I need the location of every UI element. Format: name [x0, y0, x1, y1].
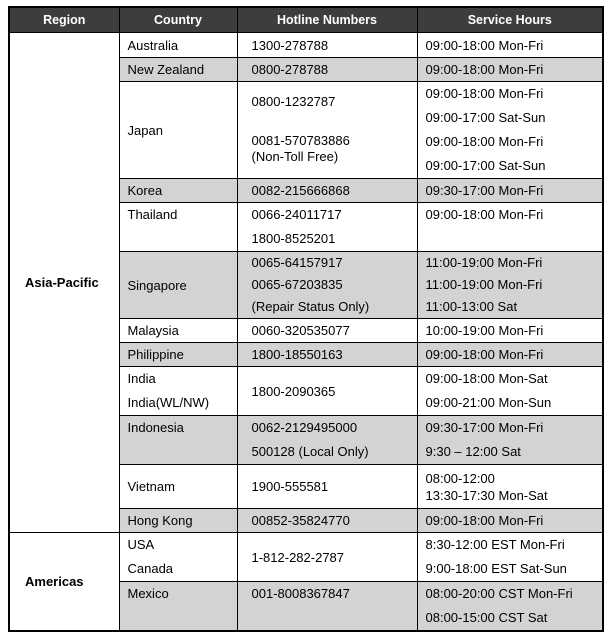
- country-cell: [119, 203, 237, 252]
- cell-line: India(WL/NW): [127, 395, 210, 410]
- country-cell: [119, 416, 237, 465]
- hotline-cell: 0082-215666868: [237, 179, 417, 203]
- cell-line: 09:30-17:00 Mon-Fri: [425, 420, 544, 435]
- country-cell: New Zealand: [119, 58, 237, 82]
- country-cell: Malaysia: [119, 319, 237, 343]
- cell-line: India: [127, 371, 156, 386]
- hotline-cell: 1-812-282-2787: [237, 533, 417, 582]
- cell-line: 11:00-19:00 Mon-Fri: [425, 277, 543, 292]
- cell-line: Mexico: [127, 586, 169, 601]
- cell-line: 08:00-20:00 CST Mon-Fri: [425, 586, 573, 601]
- hours-cell: [417, 533, 603, 582]
- country-cell: Korea: [119, 179, 237, 203]
- hours-cell: 09:00-18:00 Mon-Fri: [417, 33, 603, 58]
- cell-line: Canada: [127, 561, 174, 576]
- cell-line: 09:00-18:00 Mon-Sat: [425, 371, 548, 386]
- cell-line: 0065-67203835: [251, 277, 343, 292]
- hours-cell: [417, 252, 603, 319]
- country-cell: Philippine: [119, 343, 237, 367]
- cell-line: 08:00-12:00: [425, 470, 495, 486]
- country-cell: Hong Kong: [119, 509, 237, 533]
- cell-line: 1800-8525201: [251, 231, 336, 246]
- hotline-cell: [237, 582, 417, 632]
- header-country: Country: [119, 7, 237, 33]
- country-cell: Vietnam: [119, 465, 237, 509]
- country-cell: Japan: [119, 82, 237, 179]
- header-service-hours: Service Hours: [417, 7, 603, 33]
- hotline-cell: 1300-278788: [237, 33, 417, 58]
- table-header-row: [9, 7, 603, 33]
- cell-line: 11:00-19:00 Mon-Fri: [425, 255, 543, 270]
- header-hotline-numbers: Hotline Numbers: [237, 7, 417, 33]
- region-cell-asia-pacific: Asia-Pacific: [9, 33, 119, 533]
- cell-line: 001-8008367847: [251, 586, 350, 601]
- hotline-cell: 0060-320535077: [237, 319, 417, 343]
- cell-line: 8:30-12:00 EST Mon-Fri: [425, 537, 565, 552]
- country-cell: [119, 533, 237, 582]
- cell-line: 09:00-21:00 Mon-Sun: [425, 395, 552, 410]
- cell-line: 09:00-18:00 Mon-Fri: [425, 134, 544, 149]
- hours-cell: [417, 582, 603, 632]
- hotline-cell: 1900-555581: [237, 465, 417, 509]
- cell-line: 0081-570783886: [251, 133, 350, 149]
- hours-cell: 09:00-18:00 Mon-Fri: [417, 343, 603, 367]
- hours-cell: [417, 203, 603, 252]
- hours-cell: [417, 367, 603, 416]
- hours-cell: 10:00-19:00 Mon-Fri: [417, 319, 603, 343]
- hotline-cell: 1800-18550163: [237, 343, 417, 367]
- cell-line: 09:00-17:00 Sat-Sun: [425, 110, 546, 125]
- hotline-cell: [237, 203, 417, 252]
- hours-cell: [417, 465, 603, 509]
- country-cell: Singapore: [119, 252, 237, 319]
- hours-cell: [417, 82, 603, 179]
- region-cell-americas: Americas: [9, 533, 119, 632]
- hotline-cell: [237, 252, 417, 319]
- cell-line: 11:00-13:00 Sat: [425, 299, 518, 314]
- country-cell: [119, 367, 237, 416]
- hotline-split: [252, 82, 417, 177]
- support-hotline-table: [8, 6, 604, 632]
- hours-cell: 09:00-18:00 Mon-Fri: [417, 58, 603, 82]
- cell-line: 0800-1232787: [251, 93, 336, 109]
- hotline-cell: [237, 416, 417, 465]
- cell-line: 13:30-17:30 Mon-Sat: [425, 487, 548, 503]
- cell-line: 9:00-18:00 EST Sat-Sun: [425, 561, 567, 576]
- cell-line: (Non-Toll Free): [251, 149, 339, 165]
- country-cell: Australia: [119, 33, 237, 58]
- cell-line: Thailand: [127, 207, 178, 222]
- hours-cell: 09:30-17:00 Mon-Fri: [417, 179, 603, 203]
- cell-line: 9:30 – 12:00 Sat: [425, 444, 521, 459]
- cell-line: 0062-2129495000: [251, 420, 358, 435]
- hotline-cell: 0800-278788: [237, 58, 417, 82]
- cell-line: 0066-24011717: [251, 207, 342, 222]
- cell-line: 0065-64157917: [251, 255, 343, 270]
- hours-cell: [417, 416, 603, 465]
- country-cell: [119, 582, 237, 632]
- hotline-cell: [237, 82, 417, 179]
- cell-line: 500128 (Local Only): [251, 444, 369, 459]
- header-region: Region: [9, 7, 119, 33]
- cell-line: 09:00-17:00 Sat-Sun: [425, 158, 546, 173]
- cell-line: USA: [127, 537, 155, 552]
- hours-cell: 09:00-18:00 Mon-Fri: [417, 509, 603, 533]
- cell-line: 09:00-18:00 Mon-Fri: [425, 207, 544, 222]
- cell-line: Indonesia: [127, 420, 184, 435]
- hotline-block: [252, 133, 417, 165]
- cell-line: 08:00-15:00 CST Sat: [425, 610, 548, 625]
- cell-line: 09:00-18:00 Mon-Fri: [425, 86, 544, 101]
- hotline-cell: 00852-35824770: [237, 509, 417, 533]
- table-row-usa-canada: [9, 533, 603, 582]
- hotline-cell: 1800-2090365: [237, 367, 417, 416]
- cell-line: (Repair Status Only): [251, 299, 370, 314]
- table-row-australia: [9, 33, 603, 58]
